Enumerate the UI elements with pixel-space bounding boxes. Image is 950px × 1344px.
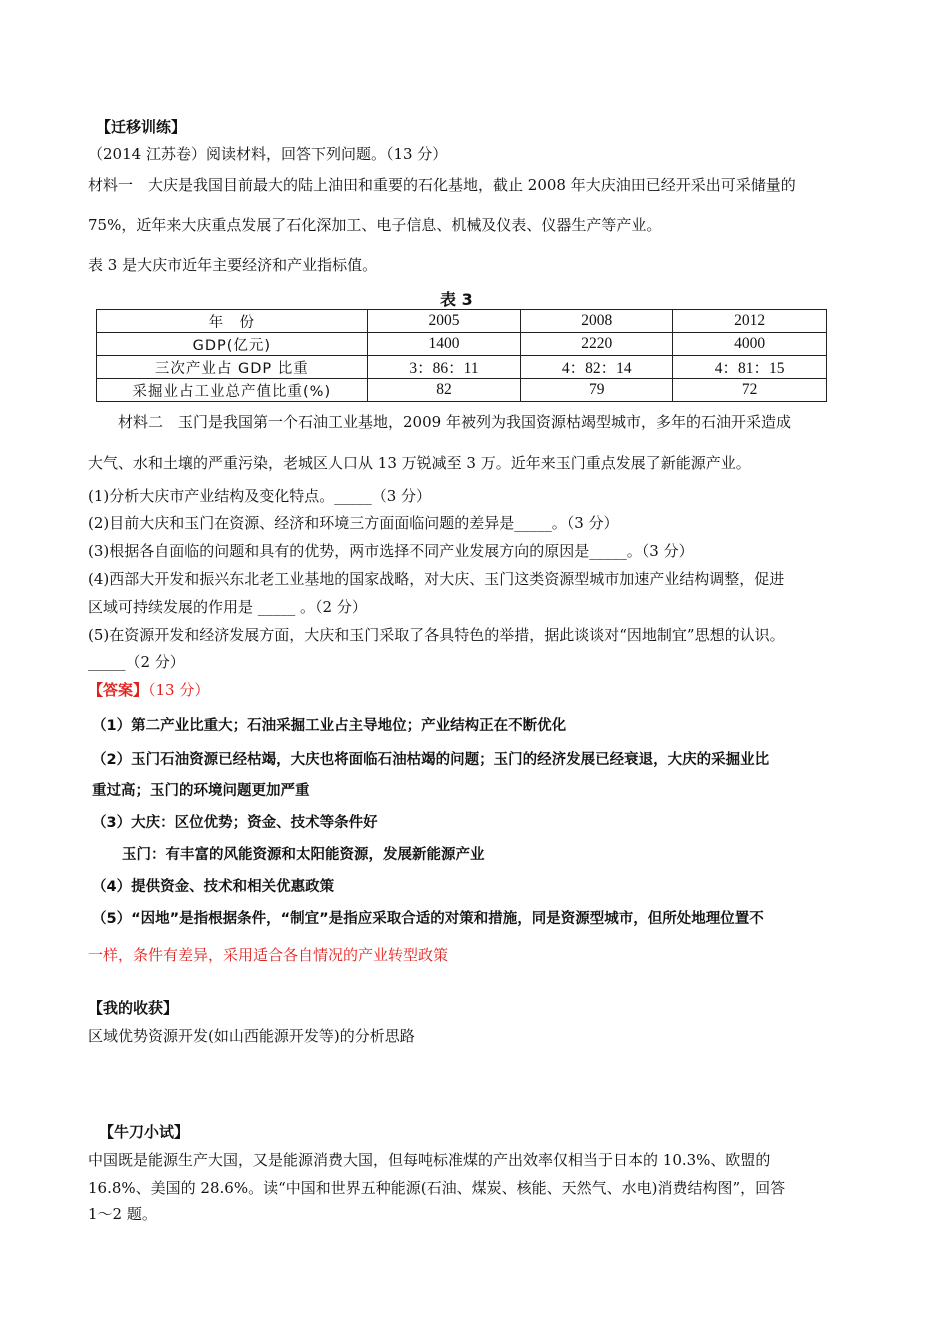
material-two-line-1: 材料二 玉门是我国第一个石油工业基地，2009 年被列为我国资源枯竭型城市，多年的石油开采造成 [118,413,791,431]
table-cell: 1400 [367,333,521,356]
table-cell: 4：82：14 [521,356,673,379]
material-one-line-2: 75%，近年来大庆重点发展了石化深加工、电子信息、机械及仪表、仪器生产等产业。 [88,216,662,234]
answer-4: （4）提供资金、技术和相关优惠政策 [92,879,335,895]
answer-5-line-1: （5）“因地”是指根据条件，“制宜”是指应采取合适的对策和措施，同是资源型城市，但所处地理位置不 [92,911,764,927]
table-cell: 4000 [673,333,827,356]
table-row [97,379,827,402]
table-cell: 4：81：15 [673,356,827,379]
question-4-line-1: (4)西部大开发和振兴东北老工业基地的国家战略，对大庆、玉门这类资源型城市加速产业结构调整，促进 [88,570,785,588]
answer-1: （1）第二产业比重大；石油采掘工业占主导地位；产业结构正在不断优化 [92,718,567,734]
table-header-row [97,310,827,333]
table-row-label: GDP(亿元) [97,333,368,356]
table-caption: 表 3 [440,290,473,309]
table-header-cell: 2008 [521,310,673,333]
question-4-line-2: 区域可持续发展的作用是 _____ 。（2 分） [88,598,367,616]
table-cell: 2220 [521,333,673,356]
table-row [97,333,827,356]
table-header-cell: 2012 [673,310,827,333]
table-cell: 72 [673,379,827,402]
table-row [97,356,827,379]
table-intro: 表 3 是大庆市近年主要经济和产业指标值。 [88,256,378,274]
section-heading-transfer: 【迁移训练】 [96,118,187,136]
answer-score: （13 分） [148,681,210,699]
answer-5-line-2: 一样，条件有差异，采用适合各自情况的产业转型政策 [88,946,449,964]
answer-2-line-1: （2）玉门石油资源已经枯竭，大庆也将面临石油枯竭的问题；玉门的经济发展已经衰退，大庆的采掘业比 [92,752,770,768]
answer-3-line-1: （3）大庆：区位优势；资金、技术等条件好 [92,815,378,831]
section-heading-harvest: 【我的收获】 [88,999,179,1017]
answer-2-line-2: 重过高；玉门的环境问题更加严重 [92,783,310,799]
material-two-line-2: 大气、水和土壤的严重污染，老城区人口从 13 万锐减至 3 万。近年来玉门重点发展了新能源产业。 [88,454,751,472]
table-cell: 82 [367,379,521,402]
question-source: （2014 江苏卷）阅读材料，回答下列问题。（13 分） [88,145,448,163]
table-cell: 3：86：11 [367,356,521,379]
trial-line-2: 16.8%、美国的 28.6%。读“中国和世界五种能源(石油、煤炭、核能、天然气、水电)消费结构图”，回答 [88,1179,786,1197]
table-cell: 79 [521,379,673,402]
trial-line-3: 1～2 题。 [88,1205,157,1223]
table-row-label: 三次产业占 GDP 比重 [97,356,368,379]
indicator-table [96,309,827,402]
question-1: (1)分析大庆市产业结构及变化特点。_____（3 分） [88,487,432,505]
trial-line-1: 中国既是能源生产大国，又是能源消费大国，但每吨标准煤的产出效率仅相当于日本的 10.3%、欧盟的 [88,1151,771,1169]
question-5-line-1: (5)在资源开发和经济发展方面，大庆和玉门采取了各具特色的举措，据此谈谈对“因地制宜”思想的认识。 [88,626,785,644]
material-one-line-1: 材料一 大庆是我国目前最大的陆上油田和重要的石化基地，截止 2008 年大庆油田已经开采出可采储量的 [88,176,796,194]
table-row-label: 采掘业占工业总产值比重(%) [97,379,368,402]
table-header-cell: 2005 [367,310,521,333]
harvest-text: 区域优势资源开发(如山西能源开发等)的分析思路 [88,1027,415,1045]
section-heading-trial: 【牛刀小试】 [99,1123,190,1141]
table-header-cell: 年 份 [97,310,368,333]
question-5-line-2: _____（2 分） [88,653,185,671]
answer-heading: 【答案】 [88,681,149,699]
question-3: (3)根据各自面临的问题和具有的优势，两市选择不同产业发展方向的原因是_____。（3 分） [88,542,694,560]
answer-header [88,680,209,700]
question-2: (2)目前大庆和玉门在资源、经济和环境三方面面临问题的差异是_____。（3 分） [88,514,619,532]
answer-3-line-2: 玉门：有丰富的风能资源和太阳能资源，发展新能源产业 [122,847,485,863]
